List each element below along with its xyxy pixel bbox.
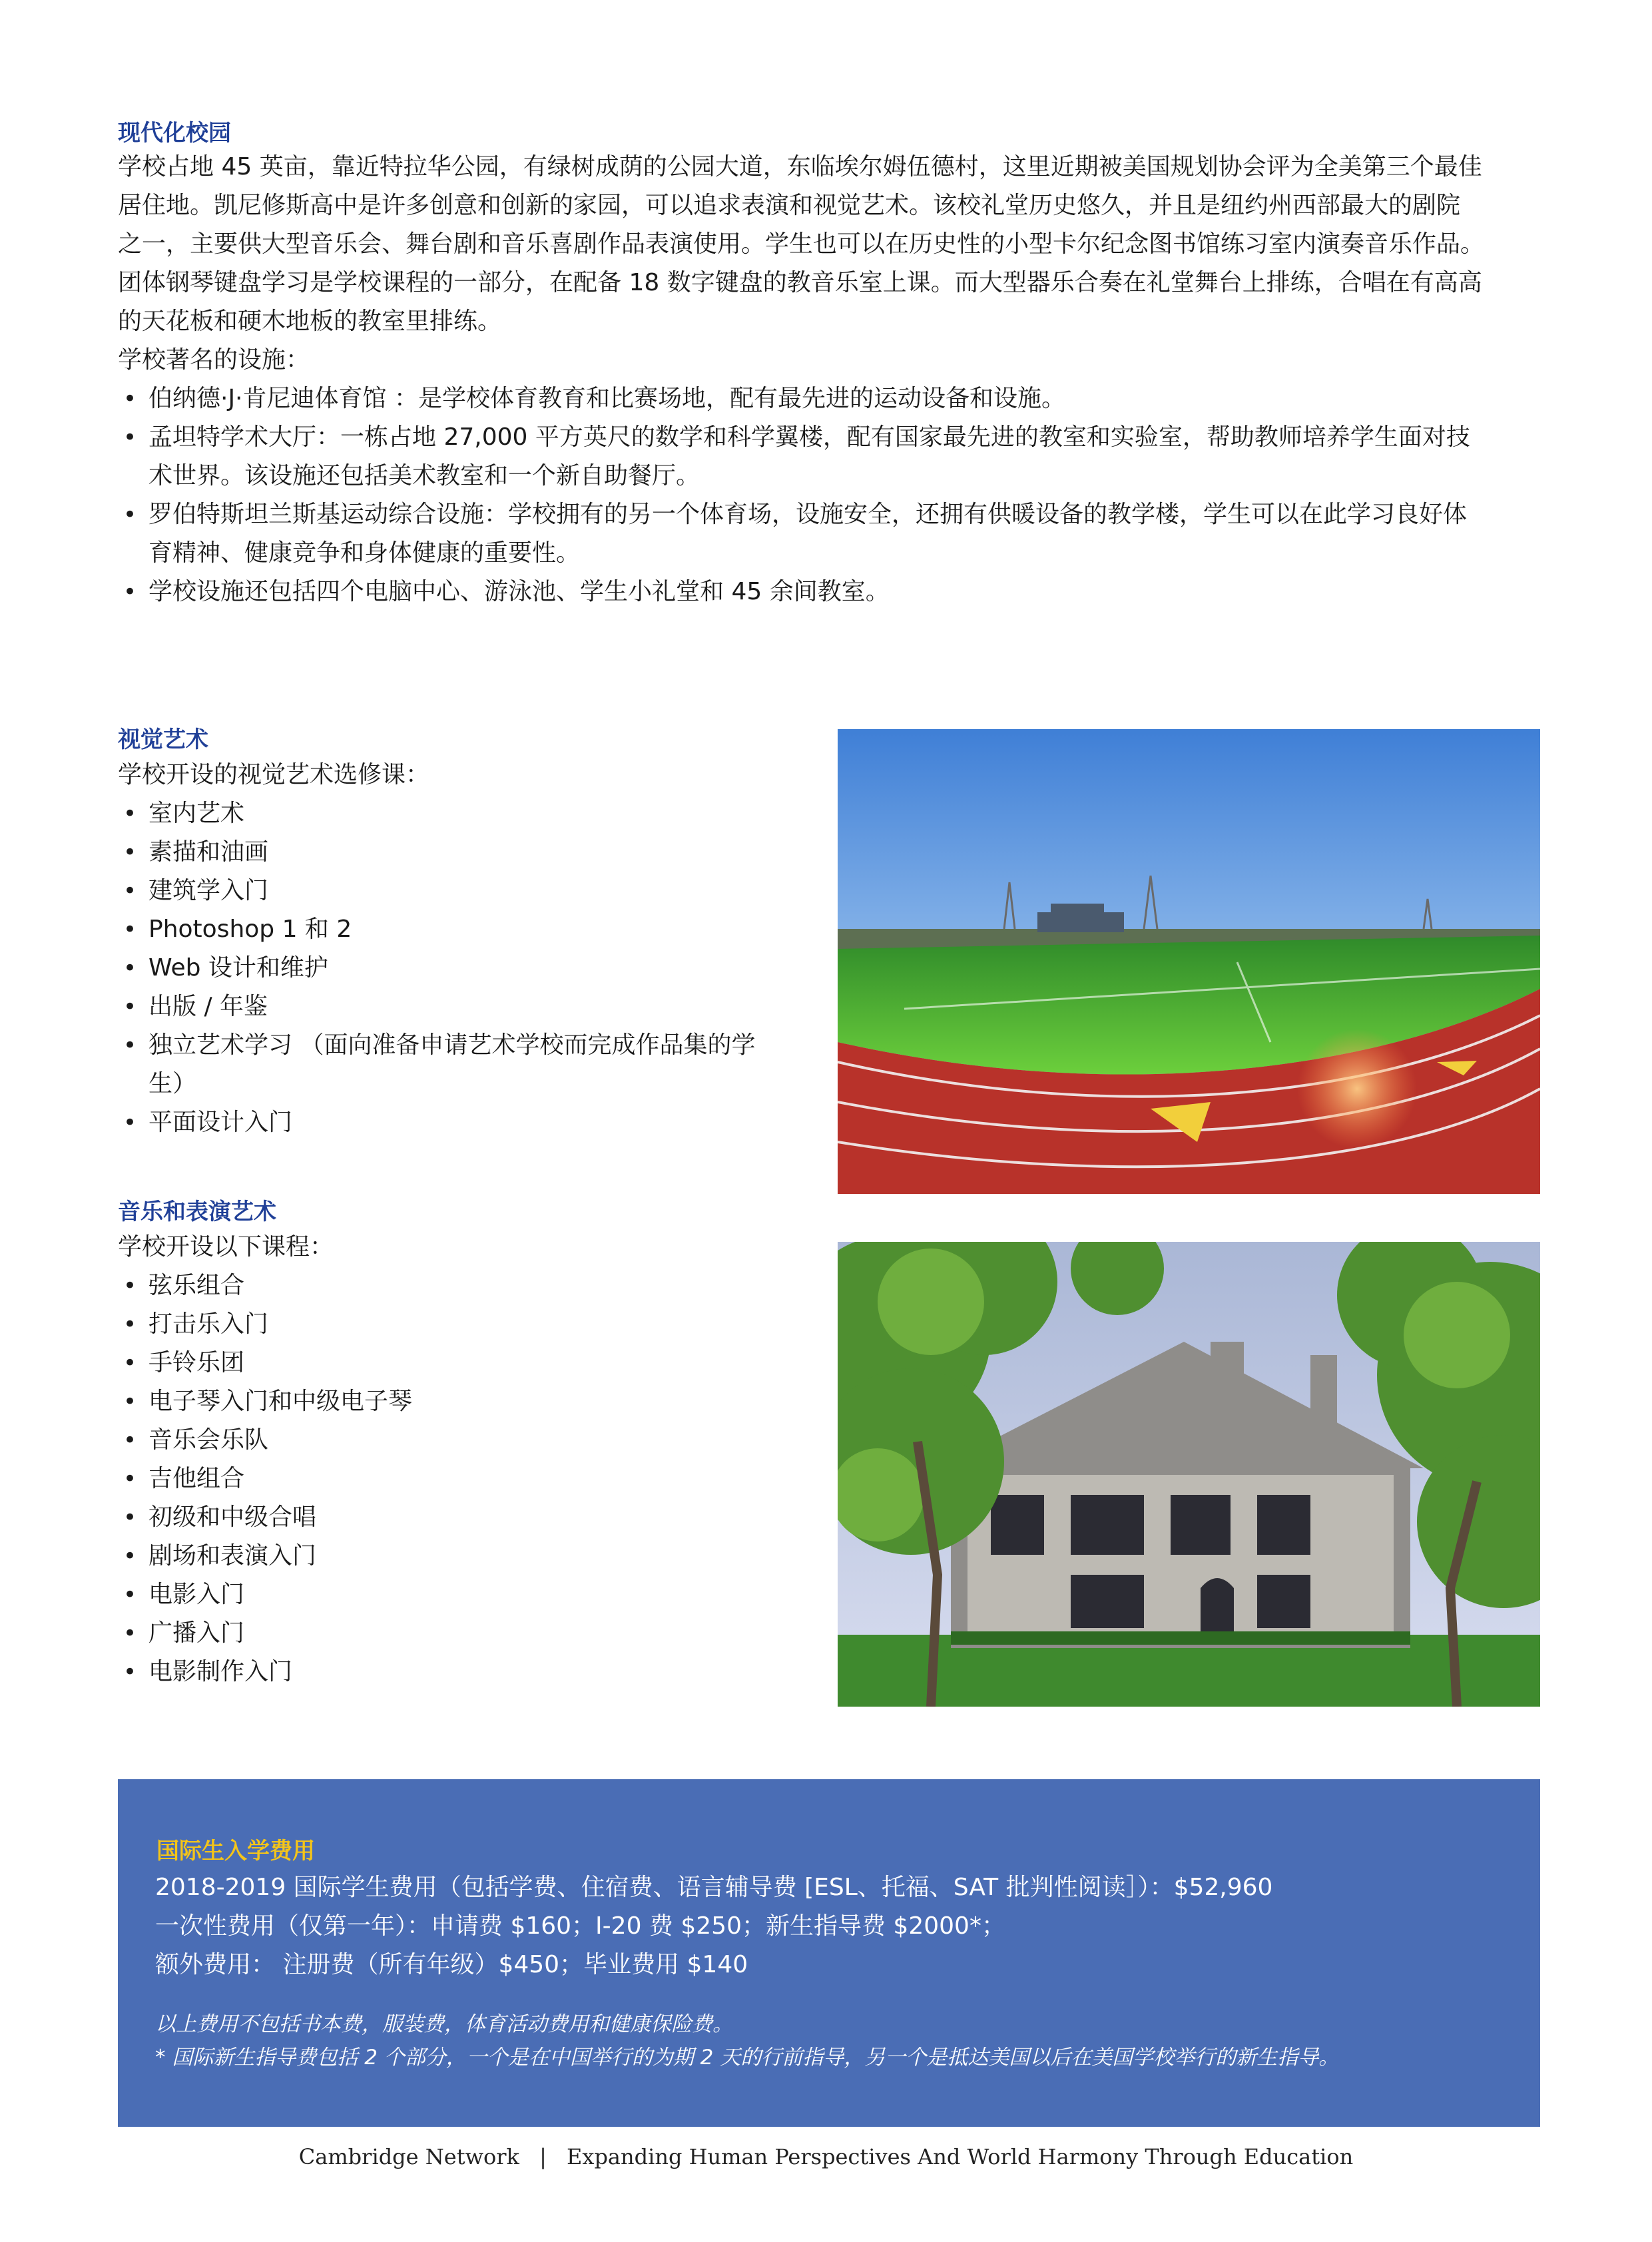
fee-note-orientation: * 国际新生指导费包括 2 个部分，一个是在中国举行的为期 2 天的行前指导，另一个是抵达美国以后在美国学校举行的新生指导。 <box>155 2046 1340 2070</box>
list-item <box>118 418 1543 495</box>
facility-2-line-2: 术世界。该设施还包括美术教室和一个新自助餐厅。 <box>148 462 700 489</box>
visual-arts-item: • Photoshop 1 和 2 <box>148 916 352 943</box>
list-item <box>118 1026 824 1103</box>
list-item: • 初级和中级合唱 <box>118 1498 824 1537</box>
list-item: • 手铃乐团 <box>118 1344 824 1382</box>
music-section-title: 音乐和表演艺术 <box>118 1199 276 1225</box>
list-item: • 剧场和表演入门 <box>118 1537 824 1575</box>
fee-additional: 额外费用： 注册费（所有年级）$450；毕业费用 $140 <box>155 1951 748 1978</box>
footer-separator: | <box>539 2144 547 2169</box>
list-item <box>118 495 1543 573</box>
facility-3-line-2: 育精神、健康竞争和身体健康的重要性。 <box>148 539 581 567</box>
music-list <box>118 1266 824 1691</box>
list-item <box>118 872 824 910</box>
list-item: • 电影制作入门 <box>118 1653 824 1691</box>
page-footer <box>0 2144 1652 2169</box>
list-item <box>118 949 824 987</box>
list-item: • 电影入门 <box>118 1575 824 1614</box>
campus-description <box>118 148 1543 380</box>
campus-line-1: 学校占地 45 英亩，靠近特拉华公园，有绿树成荫的公园大道，东临埃尔姆伍德村，这里近期被美国规划协会评为全美第三个最佳 <box>118 153 1482 180</box>
facility-3-line-1: • 罗伯特斯坦兰斯基运动综合设施：学校拥有的另一个体育场，设施安全，还拥有供暖设备的教学楼，学生可以在此学习良好体 <box>148 501 1468 528</box>
facilities-list <box>118 380 1543 611</box>
list-item <box>118 794 824 833</box>
visual-arts-item: • Web 设计和维护 <box>148 954 328 981</box>
visual-arts-section-title: 视觉艺术 <box>118 726 208 753</box>
footer-tagline: Expanding Human Perspectives And World Harmony Through Education <box>567 2144 1354 2169</box>
list-item <box>118 380 1543 418</box>
visual-arts-item: • 室内艺术 <box>148 800 245 827</box>
school-building-photo <box>838 1242 1540 1707</box>
facility-2-line-1: • 孟坦特学术大厅：一栋占地 27,000 平方英尺的数学和科学翼楼，配有国家最先进的教室和实验室，帮助教师培养学生面对技 <box>148 423 1470 451</box>
footer-org: Cambridge Network <box>298 2144 519 2169</box>
campus-line-5: 的天花板和硬木地板的教室里排练。 <box>118 308 502 335</box>
visual-arts-intro: 学校开设的视觉艺术选修课： <box>118 761 430 788</box>
facility-1-line-1: • 伯纳德·J·肯尼迪体育馆 ：是学校体育教育和比赛场地，配有最先进的运动设备和设施。 <box>148 385 1065 412</box>
list-item: • 打击乐入门 <box>118 1305 824 1344</box>
fee-one-time: 一次性费用（仅第一年）：申请费 $160；I-20 费 $250；新生指导费 $2000*； <box>155 1912 1005 1940</box>
visual-arts-item: • 平面设计入门 <box>148 1109 293 1136</box>
list-item: • 弦乐组合 <box>118 1266 824 1305</box>
music-intro: 学校开设以下课程： <box>118 1233 334 1261</box>
visual-arts-item-cont: 生） <box>148 1070 197 1097</box>
list-item <box>118 987 824 1026</box>
visual-arts-list <box>118 794 824 1142</box>
fee-annual: 2018-2019 国际学生费用（包括学费、住宿费、语言辅导费 [ESL、托福、SAT 批判性阅读］）：$52,960 <box>155 1874 1273 1901</box>
list-item <box>118 910 824 949</box>
visual-arts-item: • 素描和油画 <box>148 838 269 866</box>
list-item <box>118 573 1543 611</box>
list-item: • 音乐会乐队 <box>118 1421 824 1460</box>
list-item: • 广播入门 <box>118 1614 824 1653</box>
fee-panel-title: 国际生入学费用 <box>156 1838 315 1864</box>
list-item: • 电子琴入门和中级电子琴 <box>118 1382 824 1421</box>
visual-arts-item: • 独立艺术学习 （面向准备申请艺术学校而完成作品集的学 <box>148 1031 756 1059</box>
facilities-heading: 学校著名的设施： <box>118 346 310 374</box>
campus-section-title: 现代化校园 <box>118 120 231 146</box>
list-item: • 吉他组合 <box>118 1460 824 1498</box>
visual-arts-item: • 建筑学入门 <box>148 877 269 904</box>
fee-note-excluded: 以上费用不包括书本费，服装费，体育活动费用和健康保险费。 <box>155 2012 733 2036</box>
list-item <box>118 833 824 872</box>
fee-panel <box>118 1779 1540 2127</box>
stadium-track-photo <box>838 729 1540 1194</box>
list-item <box>118 1103 824 1142</box>
facility-4-line-1: • 学校设施还包括四个电脑中心、游泳池、学生小礼堂和 45 余间教室。 <box>148 578 890 605</box>
campus-line-2: 居住地。凯尼修斯高中是许多创意和创新的家园，可以追求表演和视觉艺术。该校礼堂历史悠久，并且是纽约州西部最大的剧院 <box>118 192 1461 219</box>
campus-line-3: 之一，主要供大型音乐会、舞台剧和音乐喜剧作品表演使用。学生也可以在历史性的小型卡尔纪念图书馆练习室内演奏音乐作品。 <box>118 230 1485 258</box>
campus-line-4: 团体钢琴键盘学习是学校课程的一部分，在配备 18 数字键盘的教音乐室上课。而大型器乐合奏在礼堂舞台上排练，合唱在有高高 <box>118 269 1482 296</box>
visual-arts-item: • 出版 / 年鉴 <box>148 993 268 1020</box>
